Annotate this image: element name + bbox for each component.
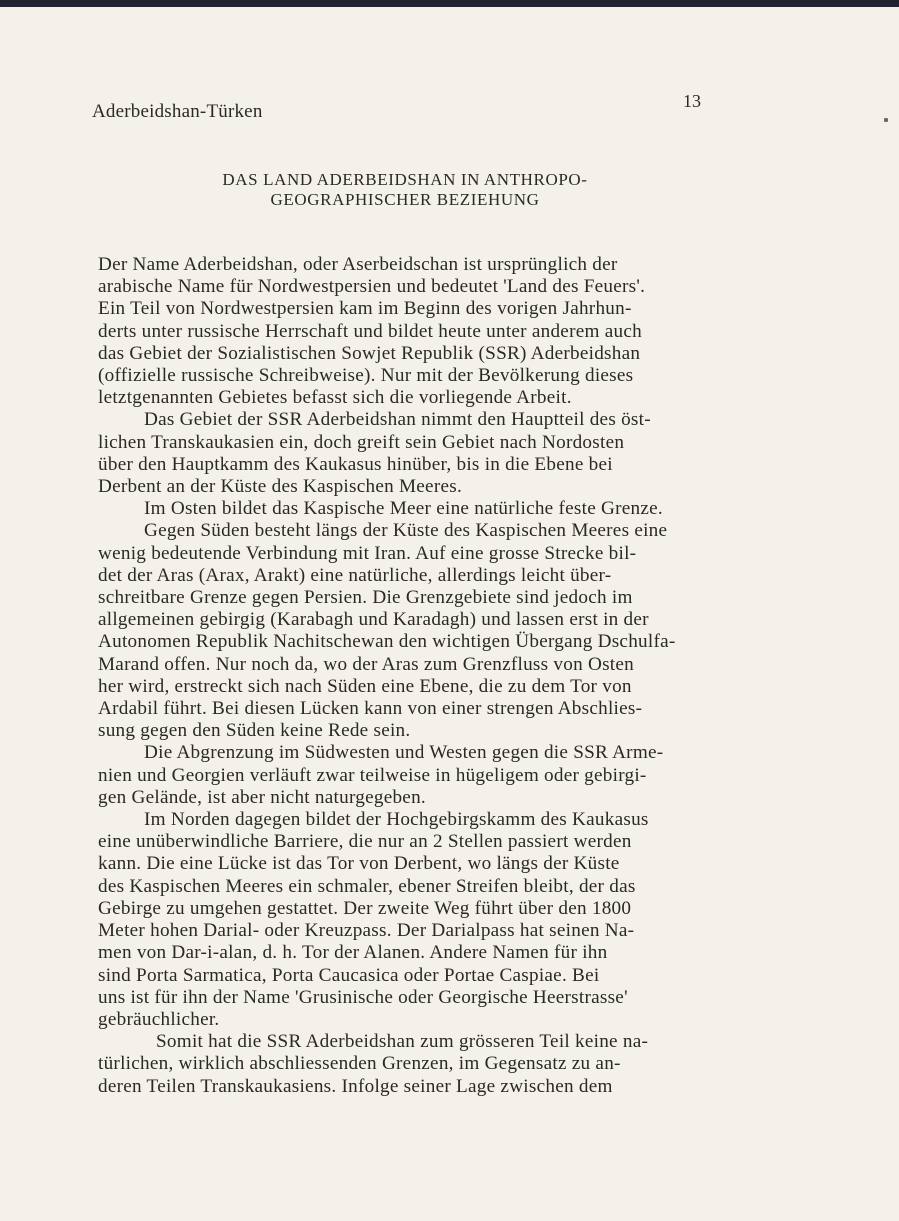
text-line: det der Aras (Arax, Arakt) eine natürliche, allerdings leicht über- xyxy=(98,564,612,586)
text-line: lichen Transkaukasien ein, doch greift sein Gebiet nach Nordosten xyxy=(98,431,625,453)
running-head: Aderbeidshan-Türken xyxy=(92,101,263,122)
text-line: Gebirge zu umgehen gestattet. Der zweite Weg führt über den 1800 xyxy=(98,897,632,919)
text-line: sung gegen den Süden keine Rede sein. xyxy=(98,720,411,742)
text-line: kann. Die eine Lücke ist das Tor von Derbent, wo längs der Küste xyxy=(98,853,620,875)
text-line: derts unter russische Herrschaft und bildet heute unter anderem auch xyxy=(98,320,642,342)
text-line: allgemeinen gebirgig (Karabagh und Karadagh) und lassen erst in der xyxy=(98,609,649,631)
paragraph-start-line: Im Osten bildet das Kaspische Meer eine natürliche feste Grenze. xyxy=(144,498,663,520)
text-line: sind Porta Sarmatica, Porta Caucasica oder Portae Caspiae. Bei xyxy=(98,964,600,986)
text-line: wenig bedeutende Verbindung mit Iran. Auf eine grosse Strecke bil- xyxy=(98,542,637,564)
paragraph-start-line: Im Norden dagegen bildet der Hochgebirgskamm des Kaukasus xyxy=(144,809,649,831)
text-line: (offizielle russische Schreibweise). Nur mit der Bevölkerung dieses xyxy=(98,365,634,387)
text-line: gebräuchlicher. xyxy=(98,1008,220,1030)
text-line: eine unüberwindliche Barriere, die nur an 2 Stellen passiert werden xyxy=(98,831,632,853)
page-number: 13 xyxy=(683,91,701,111)
text-line: gen Gelände, ist aber nicht naturgegeben. xyxy=(98,786,426,808)
text-line: Autonomen Republik Nachitschewan den wichtigen Übergang Dschulfa- xyxy=(98,631,676,653)
paragraph-start-line: Die Abgrenzung im Südwesten und Westen gegen die SSR Arme- xyxy=(144,742,664,764)
text-line: Marand offen. Nur noch da, wo der Aras zum Grenzfluss von Osten xyxy=(98,653,634,675)
paragraph-start-line: Somit hat die SSR Aderbeidshan zum grösseren Teil keine na- xyxy=(156,1031,649,1053)
text-line: nien und Georgien verläuft zwar teilweise in hügeligem oder gebirgi- xyxy=(98,764,647,786)
chapter-title xyxy=(160,170,650,210)
text-line: deren Teilen Transkaukasiens. Infolge seiner Lage zwischen dem xyxy=(98,1075,613,1097)
text-line: men von Dar-i-alan, d. h. Tor der Alanen. Andere Namen für ihn xyxy=(98,942,608,964)
text-line: Ardabil führt. Bei diesen Lücken kann von einer strengen Abschlies- xyxy=(98,698,643,720)
paragraph-start-line: Gegen Süden besteht längs der Küste des Kaspischen Meeres eine xyxy=(144,520,668,542)
text-line: arabische Name für Nordwestpersien und bedeutet 'Land des Feuers'. xyxy=(98,276,646,298)
text-line: her wird, erstreckt sich nach Süden eine Ebene, die zu dem Tor von xyxy=(98,675,632,697)
chapter-title-line-1: DAS LAND ADERBEIDSHAN IN ANTHROPO- xyxy=(222,170,588,189)
chapter-title-line-2: GEOGRAPHISCHER BEZIEHUNG xyxy=(270,190,540,209)
text-line: des Kaspischen Meeres ein schmaler, ebener Streifen bleibt, der das xyxy=(98,875,636,897)
scan-speck xyxy=(884,118,888,122)
text-line: das Gebiet der Sozialistischen Sowjet Republik (SSR) Aderbeidshan xyxy=(98,342,641,364)
text-line: uns ist für ihn der Name 'Grusinische oder Georgische Heerstrasse' xyxy=(98,986,628,1008)
paragraph-start-line: Das Gebiet der SSR Aderbeidshan nimmt den Hauptteil des öst- xyxy=(144,409,651,431)
text-line: Ein Teil von Nordwestpersien kam im Beginn des vorigen Jahrhun- xyxy=(98,298,632,320)
body-text xyxy=(98,254,758,1098)
text-line: schreitbare Grenze gegen Persien. Die Grenzgebiete sind jedoch im xyxy=(98,587,633,609)
text-line: Derbent an der Küste des Kaspischen Meeres. xyxy=(98,476,462,498)
text-line: letztgenannten Gebietes befasst sich die vorliegende Arbeit. xyxy=(98,387,572,409)
text-line: über den Hauptkamm des Kaukasus hinüber, bis in die Ebene bei xyxy=(98,453,613,475)
text-line: Der Name Aderbeidshan, oder Aserbeidschan ist ursprünglich der xyxy=(98,254,618,275)
text-line: Meter hohen Darial- oder Kreuzpass. Der Darialpass hat seinen Na- xyxy=(98,920,635,942)
text-line: türlichen, wirklich abschliessenden Grenzen, im Gegensatz zu an- xyxy=(98,1053,621,1075)
